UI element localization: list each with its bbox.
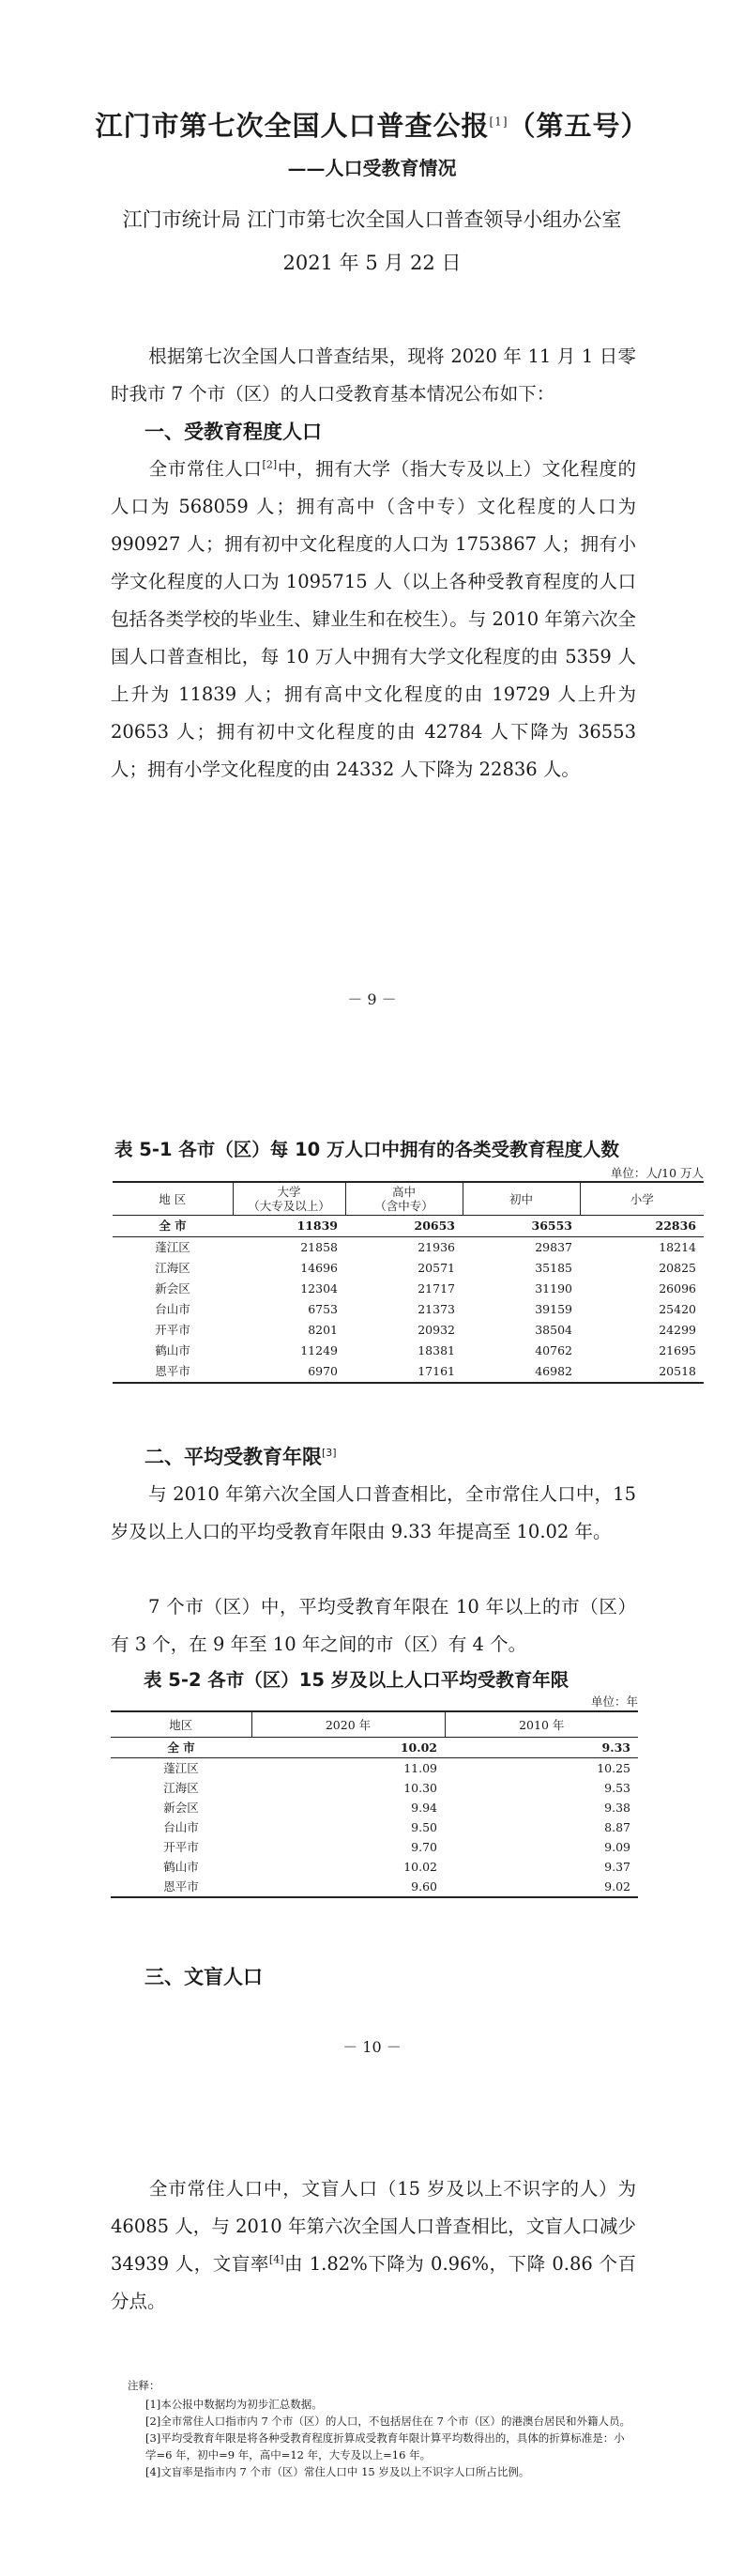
table-1-row <box>113 1341 704 1361</box>
page-number-10: － 10 － <box>342 2038 402 2056</box>
region-name: 新会区 <box>155 1281 190 1296</box>
section-1-text-a: 全市常住人口 <box>148 458 263 480</box>
value-primary: 18214 <box>659 1240 696 1254</box>
value-2020: 10.02 <box>403 1860 437 1874</box>
note-item: [3]平均受教育年限是将各种受教育程度折算成受教育年限计算平均数得出的，具体的折算标准是：小学=6 年，初中=9 年，高中=12 年，大专及以上=16 年。 <box>145 2431 625 2461</box>
issuing-organizations: 江门市统计局 江门市第七次全国人口普查领导小组办公室 <box>122 208 622 231</box>
table-2-unit: 单位：年 <box>590 1694 638 1709</box>
value-junior: 36553 <box>463 1216 580 1237</box>
value-junior: 35185 <box>535 1261 572 1275</box>
region-name: 新会区 <box>163 1801 199 1815</box>
region-name: 江海区 <box>155 1261 190 1275</box>
table-1-header-row <box>113 1182 704 1216</box>
value-college: 6970 <box>308 1364 338 1378</box>
value-2020: 9.94 <box>411 1801 437 1815</box>
value-2010: 10.25 <box>597 1761 630 1775</box>
header-2010: 2010 年 <box>445 1711 638 1738</box>
header-region: 地区 <box>111 1711 251 1738</box>
table-2-row <box>111 1798 638 1817</box>
region-name: 鹤山市 <box>155 1343 190 1357</box>
value-primary: 20518 <box>659 1364 696 1378</box>
table-2-row <box>111 1817 638 1837</box>
header-region: 地 区 <box>113 1182 233 1216</box>
footnote-ref-4: [4] <box>268 2253 284 2266</box>
section-2-paragraph-2 <box>111 1588 636 1664</box>
table-1-row <box>113 1279 704 1299</box>
value-college: 14696 <box>300 1261 338 1275</box>
region-name: 蓬江区 <box>163 1761 199 1775</box>
table-1-row <box>113 1320 704 1341</box>
table-2-row <box>111 1778 638 1798</box>
intro-paragraph <box>111 338 636 413</box>
section-3-paragraph <box>111 2170 636 2321</box>
value-2010: 9.02 <box>604 1879 630 1894</box>
header-2020: 2020 年 <box>251 1711 445 1738</box>
header-high-line2: （含中专） <box>374 1199 433 1213</box>
value-college: 11249 <box>300 1343 338 1357</box>
value-2010: 9.53 <box>604 1781 630 1795</box>
value-primary: 21695 <box>659 1343 696 1357</box>
section-2-paragraph-1 <box>111 1476 636 1551</box>
value-high: 17161 <box>418 1364 455 1378</box>
table-1-row <box>113 1237 704 1259</box>
value-2020: 10.30 <box>403 1781 437 1795</box>
note-item: [2]全市常住人口指市内 7 个市（区）的人口，不包括居住在 7 个市（区）的港澳台居民和外籍人员。 <box>145 2415 631 2428</box>
table-2-row <box>111 1738 638 1758</box>
region-name: 开平市 <box>163 1840 199 1854</box>
value-2010: 9.37 <box>604 1860 630 1874</box>
page-number-9: － 9 － <box>347 990 397 1008</box>
value-2020: 9.50 <box>411 1820 437 1834</box>
region-name: 台山市 <box>155 1302 190 1316</box>
value-primary: 24299 <box>659 1323 696 1337</box>
header-college <box>233 1182 345 1216</box>
value-junior: 29837 <box>535 1240 572 1254</box>
value-2020: 9.70 <box>411 1840 437 1854</box>
value-college: 8201 <box>308 1323 338 1337</box>
intro-text: 根据第七次全国人口普查结果，现将 2020 年 11 月 1 日零时我市 7 个市（区）的人口受教育基本情况公布如下： <box>111 345 636 405</box>
value-2020: 10.02 <box>251 1738 445 1758</box>
value-junior: 40762 <box>535 1343 572 1357</box>
value-primary: 26096 <box>659 1281 696 1296</box>
value-college: 21858 <box>300 1240 338 1254</box>
section-2-heading <box>144 1442 337 1470</box>
value-high: 21717 <box>418 1281 455 1296</box>
table-1 <box>113 1181 704 1384</box>
value-junior: 46982 <box>535 1364 572 1378</box>
value-college: 6753 <box>308 1302 338 1316</box>
value-primary: 22836 <box>580 1216 704 1237</box>
value-high: 20571 <box>418 1261 455 1275</box>
note-item: [4]文盲率是指市内 7 个市（区）常住人口中 15 岁及以上不识字人口所占比例。 <box>145 2465 530 2478</box>
notes-label: 注释： <box>128 2379 160 2392</box>
header-college-line1: 大学 <box>277 1185 301 1199</box>
section-1-heading: 一、受教育程度人口 <box>144 421 322 443</box>
publish-date: 2021 年 5 月 22 日 <box>282 252 462 274</box>
header-high-line1: 高中 <box>391 1185 416 1199</box>
section-1-paragraph <box>111 451 636 789</box>
section-3-heading: 三、文盲人口 <box>144 1966 263 1988</box>
value-high: 18381 <box>418 1343 455 1357</box>
section-2-text-1: 与 2010 年第六次全国人口普查相比，全市常住人口中，15 岁及以上人口的平均受教育年限由 9.33 年提高至 10.02 年。 <box>111 1483 636 1542</box>
value-high: 20932 <box>418 1323 455 1337</box>
table-2-header-row <box>111 1711 638 1738</box>
table-1-row <box>113 1361 704 1383</box>
header-college-line2: （大专及以上） <box>248 1199 330 1213</box>
value-junior: 38504 <box>535 1323 572 1337</box>
table-1-row <box>113 1299 704 1320</box>
value-high: 20653 <box>345 1216 463 1237</box>
table-1-caption: 表 5-1 各市（区）每 10 万人口中拥有的各类受教育程度人数 <box>114 1139 620 1160</box>
header-high-school <box>345 1182 463 1216</box>
section-2-heading-text: 二、平均受教育年限 <box>144 1446 322 1468</box>
value-high: 21936 <box>418 1240 455 1254</box>
section-3-text-b: 由 1.82%下降为 0.96%，下降 0.86 个百分点。 <box>111 2253 637 2312</box>
footnote-ref-2: [2] <box>262 458 278 471</box>
footnote-ref-3: [3] <box>322 1447 337 1459</box>
page-subtitle: ——人口受教育情况 <box>287 157 457 179</box>
value-college: 12304 <box>300 1281 338 1296</box>
table-2-caption: 表 5-2 各市（区）15 岁及以上人口平均受教育年限 <box>144 1669 569 1691</box>
region-name: 全 市 <box>111 1738 251 1758</box>
table-1-row <box>113 1216 704 1237</box>
header-junior: 初中 <box>463 1182 580 1216</box>
table-1-row <box>113 1258 704 1279</box>
table-2-row <box>111 1857 638 1877</box>
value-college: 11839 <box>233 1216 345 1237</box>
value-2020: 11.09 <box>403 1761 437 1775</box>
region-name: 恩平市 <box>155 1364 190 1378</box>
region-name: 开平市 <box>155 1323 190 1337</box>
value-high: 21373 <box>418 1302 455 1316</box>
region-name: 恩平市 <box>163 1879 199 1894</box>
value-junior: 39159 <box>535 1302 572 1316</box>
value-junior: 31190 <box>535 1281 572 1296</box>
table-2-row <box>111 1837 638 1857</box>
region-name: 鹤山市 <box>163 1860 199 1874</box>
title-text: 江门市第七次全国人口普查公报 <box>95 110 490 142</box>
section-3-text-a: 全市常住人口中，文盲人口（15 岁及以上不识字的人）为 46085 人，与 2010 年第六次全国人口普查相比，文盲人口减少 34939 人，文盲率 <box>111 2178 636 2275</box>
region-name: 蓬江区 <box>155 1240 190 1254</box>
table-2-row <box>111 1758 638 1779</box>
notes-list <box>145 2396 633 2480</box>
section-1-text-b: 中，拥有大学（指大专及以上）文化程度的人口为 568059 人；拥有高中（含中专）文化程度的人口为 990927 人；拥有初中文化程度的人口为 1753867 人；拥有小学文化程度的人口为 1095715 人（以上各种受教育程度的人口包括各类学校的毕业生、肄业生和在校生）。与 2010 年第六次全国人口普查相比，每 10 万人中拥有大学文化程度的由 5359 人上升为 11839 人；拥有高中文化程度的由 19729 人上升为 20653 人；拥有初中文化程度的由 42784 人下降为 36553 人；拥有小学文化程度的由 24332 人下降为 22836 人。 <box>111 458 636 780</box>
value-2010: 9.33 <box>445 1738 638 1758</box>
table-1-unit: 单位：人/10 万人 <box>610 1166 704 1180</box>
table-2-row <box>111 1877 638 1897</box>
table-2 <box>111 1710 638 1898</box>
value-2010: 8.87 <box>604 1820 630 1834</box>
section-2-text-2: 7 个市（区）中，平均受教育年限在 10 年以上的市（区）有 3 个，在 9 年至 10 年之间的市（区）有 4 个。 <box>111 1596 636 1655</box>
value-primary: 20825 <box>659 1261 696 1275</box>
value-primary: 25420 <box>659 1302 696 1316</box>
title-number: （第五号） <box>508 110 649 142</box>
header-primary: 小学 <box>580 1182 704 1216</box>
value-2010: 9.38 <box>604 1801 630 1815</box>
region-name: 全 市 <box>113 1216 233 1237</box>
note-item: [1]本公报中数据均为初步汇总数据。 <box>145 2398 323 2411</box>
page-title <box>0 105 744 144</box>
region-name: 江海区 <box>163 1781 199 1795</box>
footnote-ref-1: [1] <box>489 115 509 129</box>
value-2010: 9.09 <box>604 1840 630 1854</box>
value-2020: 9.60 <box>411 1879 437 1894</box>
region-name: 台山市 <box>163 1820 199 1834</box>
